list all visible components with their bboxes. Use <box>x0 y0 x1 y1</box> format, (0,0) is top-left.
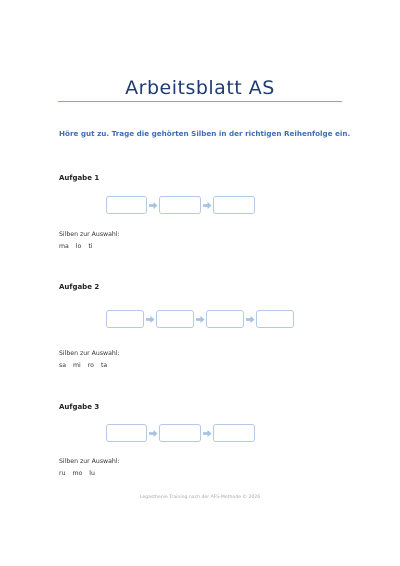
syllable: ru <box>59 470 66 477</box>
answer-slot[interactable] <box>206 310 244 328</box>
answer-slot[interactable] <box>156 310 194 328</box>
task-3-choices-label: Silben zur Auswahl: <box>59 458 120 465</box>
task-1-syllables <box>59 243 93 250</box>
syllable: mi <box>73 362 81 369</box>
answer-slot[interactable] <box>213 424 255 442</box>
arrow-right-icon <box>147 424 159 442</box>
footer-copyright: Legasthenie Training nach der AFS-Methode © 2026 <box>139 495 261 500</box>
arrow-right-icon <box>201 196 213 214</box>
arrow-right-icon <box>147 196 159 214</box>
arrow-right-icon <box>194 310 206 328</box>
task-3-answer-slots <box>106 424 255 442</box>
answer-slot[interactable] <box>159 196 201 214</box>
task-1-heading: Aufgabe 1 <box>59 174 100 182</box>
task-2-heading: Aufgabe 2 <box>59 283 100 291</box>
task-2-answer-slots <box>106 310 294 328</box>
syllable: ta <box>100 362 108 369</box>
syllable: mo <box>72 470 83 477</box>
answer-slot[interactable] <box>106 424 147 442</box>
task-3-heading: Aufgabe 3 <box>59 403 100 411</box>
syllable: lo <box>75 243 82 250</box>
syllable: ti <box>88 243 93 250</box>
answer-slot[interactable] <box>256 310 294 328</box>
syllable: ma <box>59 243 69 250</box>
answer-slot[interactable] <box>106 196 147 214</box>
instruction-text: Höre gut zu. Trage die gehörten Silben in der richtigen Reihenfolge ein. <box>59 129 351 138</box>
task-2-syllables <box>59 362 107 369</box>
arrow-right-icon <box>244 310 256 328</box>
task-3-syllables <box>59 470 95 477</box>
title-divider <box>58 101 342 102</box>
page-title: Arbeitsblatt AS <box>125 77 275 99</box>
answer-slot[interactable] <box>106 310 144 328</box>
arrow-right-icon <box>144 310 156 328</box>
answer-slot[interactable] <box>159 424 201 442</box>
arrow-right-icon <box>201 424 213 442</box>
task-1-answer-slots <box>106 196 255 214</box>
syllable: lu <box>89 470 95 477</box>
task-2-choices-label: Silben zur Auswahl: <box>59 350 120 357</box>
syllable: ro <box>87 362 94 369</box>
task-1-choices-label: Silben zur Auswahl: <box>59 231 120 238</box>
answer-slot[interactable] <box>213 196 255 214</box>
syllable: sa <box>59 362 67 369</box>
